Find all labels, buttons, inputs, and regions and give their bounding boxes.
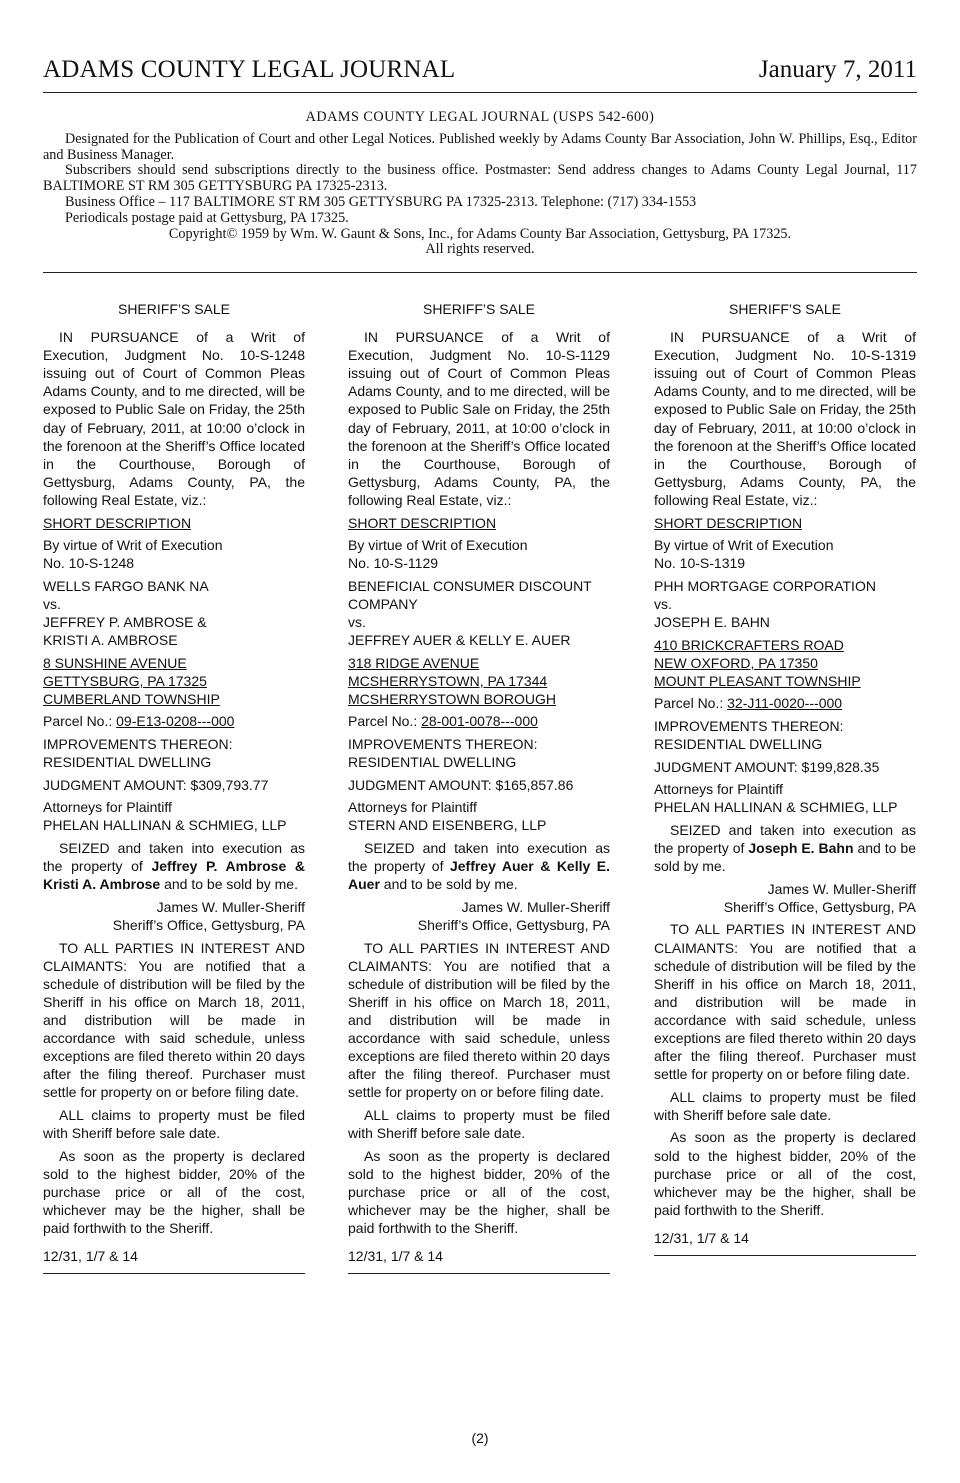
masthead-title: ADAMS COUNTY LEGAL JOURNAL (USPS 542-600) — [305, 109, 655, 125]
issue-date: January 7, 2011 — [758, 56, 917, 83]
defendant-name: Jeffrey Auer & Kelly E. Auer — [348, 858, 610, 893]
parcel-line — [43, 712, 305, 730]
parcel-number: 28-001-0078---000 — [421, 713, 538, 730]
sheriff-office: Sheriff’s Office, Gettysburg, PA — [112, 916, 305, 933]
seized-text: and to be sold by me. — [379, 876, 518, 893]
attorneys-label: Attorneys for Plaintiff — [43, 799, 172, 816]
parcel-line — [654, 694, 916, 712]
masthead — [43, 110, 917, 258]
sheriff-sale-notice — [348, 300, 610, 1274]
improvements-label: IMPROVEMENTS THEREON: — [43, 736, 233, 753]
parcel-label: Parcel No.: — [654, 695, 728, 712]
seized-statement — [654, 821, 916, 875]
sheriff-sale-notice — [654, 300, 916, 1256]
defendant-line: JEFFREY AUER & KELLY E. AUER — [348, 632, 571, 649]
versus: vs. — [654, 595, 672, 612]
masthead-subscribers: Subscribers should send subscriptions directly to the business office. Postmaster: Send address changes to Adams County Legal Journal, 117 BALTIMORE ST RM 305 GETTYSBURG PA 17325-2313. — [43, 162, 917, 195]
versus: vs. — [348, 614, 366, 630]
sheriff-sale-notice — [43, 300, 305, 1274]
property-address-line: 8 SUNSHINE AVENUE — [43, 654, 187, 671]
seized-text: and to be sold by me. — [654, 840, 916, 875]
attorneys-name: STERN AND EISENBERG, LLP — [348, 817, 547, 834]
plaintiff-line: BENEFICIAL CONSUMER DISCOUNT — [348, 577, 592, 594]
notice-heading: SHERIFF’S SALE — [728, 301, 842, 317]
attorneys-name: PHELAN HALLINAN & SCHMIEG, LLP — [43, 817, 287, 834]
notice-intro: IN PURSUANCE of a Writ of Execution, Judgment No. 10-S-1319 issuing out of Court of Common Pleas Adams County, and to me directed, will be exposed to Public Sale on Friday, the 25th day of February, 2011, at 10:00 o’clock in the forenoon at the Sheriff’s Office located in the Courthouse, Borough of Gettysburg, Adams County, PA, the following Real Estate, viz.: — [654, 329, 917, 508]
property-address-line: CUMBERLAND TOWNSHIP — [43, 690, 220, 707]
writ-line: By virtue of Writ of Execution — [654, 537, 834, 554]
claims-notice: ALL claims to property must be filed with Sheriff before sale date. — [654, 1088, 916, 1123]
writ-number: No. 10-S-1319 — [654, 555, 746, 572]
notice-intro: IN PURSUANCE of a Writ of Execution, Judgment No. 10-S-1248 issuing out of Court of Common Pleas Adams County, and to me directed, will be exposed to Public Sale on Friday, the 25th day of February, 2011, at 10:00 o’clock in the forenoon at the Sheriff’s Office located in the Courthouse, Borough of Gettysburg, Adams County, PA, the following Real Estate, viz.: — [43, 329, 306, 508]
notice-divider — [43, 1273, 305, 1274]
parcel-number: 32-J11-0020---000 — [727, 695, 843, 712]
plaintiff-line: WELLS FARGO BANK NA — [43, 577, 209, 594]
property-address-line: MCSHERRYSTOWN BOROUGH — [348, 690, 556, 707]
sheriff-name: James W. Muller-Sheriff — [461, 898, 610, 915]
writ-line: By virtue of Writ of Execution — [43, 537, 223, 554]
notice-divider — [348, 1273, 610, 1274]
property-address-line: NEW OXFORD, PA 17350 — [654, 654, 818, 671]
defendant-line: JOSEPH E. BAHN — [654, 614, 770, 630]
parties-notice: TO ALL PARTIES IN INTEREST AND CLAIMANTS: You are notified that a schedule of distribution will be filed by the Sheriff in his office on March 18, 2011, and distribution will be made in accordance with said schedule, unless exceptions are filed thereto within 20 days after the filing thereof. Purchaser must settle for property on or before filing date. — [348, 939, 610, 1101]
property-address-line: GETTYSBURG, PA 17325 — [43, 672, 207, 689]
run-dates: 12/31, 1/7 & 14 — [43, 1248, 138, 1264]
masthead-copyright: Copyright© 1959 by Wm. W. Gaunt & Sons, Inc., for Adams County Bar Association, Gettysburg, PA 17325. — [168, 225, 792, 242]
versus: vs. — [43, 595, 61, 612]
sheriff-office: Sheriff’s Office, Gettysburg, PA — [723, 898, 916, 915]
property-address-line: 318 RIDGE AVENUE — [348, 654, 480, 671]
property-address-line: 410 BRICKCRAFTERS ROAD — [654, 636, 844, 653]
masthead-divider — [43, 272, 917, 273]
parties-notice: TO ALL PARTIES IN INTEREST AND CLAIMANTS: You are notified that a schedule of distribution will be filed by the Sheriff in his office on March 18, 2011, and distribution will be made in accordance with said schedule, unless exceptions are filed thereto within 20 days after the filing thereof. Purchaser must settle for property on or before filing date. — [43, 939, 305, 1101]
page-header — [43, 54, 917, 93]
short-description-label: SHORT DESCRIPTION — [43, 514, 192, 531]
judgment-amount: JUDGMENT AMOUNT: $309,793.77 — [43, 776, 269, 793]
sheriff-name: James W. Muller-Sheriff — [767, 880, 916, 897]
claims-notice: ALL claims to property must be filed with Sheriff before sale date. — [43, 1106, 305, 1141]
defendant-line: JEFFREY P. AMBROSE & — [43, 614, 207, 630]
parcel-label: Parcel No.: — [348, 713, 422, 730]
defendant-name: Joseph E. Bahn — [748, 840, 854, 857]
masthead-designation: Designated for the Publication of Court and other Legal Notices. Published weekly by Adams County Bar Association, John W. Phillips, Esq., Editor and Business Manager. — [43, 130, 917, 163]
improvements-value: RESIDENTIAL DWELLING — [654, 736, 823, 753]
masthead-rights: All rights reserved. — [425, 241, 535, 258]
parcel-number: 09-E13-0208---000 — [116, 713, 235, 730]
payment-notice: As soon as the property is declared sold to the highest bidder, 20% of the purchase price or all of the cost, whichever may be the higher, shall be paid forthwith to the Sheriff. — [654, 1129, 916, 1218]
short-description-label: SHORT DESCRIPTION — [654, 514, 803, 531]
defendant-name: Jeffrey P. Ambrose & Kristi A. Ambrose — [43, 858, 305, 893]
payment-notice: As soon as the property is declared sold to the highest bidder, 20% of the purchase price or all of the cost, whichever may be the higher, shall be paid forthwith to the Sheriff. — [348, 1147, 610, 1236]
masthead-business-office: Business Office – 117 BALTIMORE ST RM 305 GETTYSBURG PA 17325-2313. Telephone: (717) 334-1553 — [65, 193, 697, 210]
masthead-periodicals: Periodicals postage paid at Gettysburg, PA 17325. — [65, 209, 349, 226]
property-address-line: MCSHERRYSTOWN, PA 17344 — [348, 672, 548, 689]
sheriff-office: Sheriff’s Office, Gettysburg, PA — [417, 916, 610, 933]
parcel-label: Parcel No.: — [43, 713, 117, 730]
run-dates: 12/31, 1/7 & 14 — [654, 1229, 749, 1246]
short-description-label: SHORT DESCRIPTION — [348, 514, 497, 531]
notice-intro: IN PURSUANCE of a Writ of Execution, Judgment No. 10-S-1129 issuing out of Court of Common Pleas Adams County, and to me directed, will be exposed to Public Sale on Friday, the 25th day of February, 2011, at 10:00 o’clock in the forenoon at the Sheriff’s Office located in the Courthouse, Borough of Gettysburg, Adams County, PA, the following Real Estate, viz.: — [348, 329, 611, 508]
parcel-line — [348, 712, 610, 730]
seized-statement — [43, 839, 305, 893]
run-dates: 12/31, 1/7 & 14 — [348, 1248, 443, 1264]
page-number: (2) — [471, 1430, 489, 1446]
parties-notice: TO ALL PARTIES IN INTEREST AND CLAIMANTS: You are notified that a schedule of distribution will be filed by the Sheriff in his office on March 18, 2011, and distribution will be made in accordance with said schedule, unless exceptions are filed thereto within 20 days after the filing thereof. Purchaser must settle for property on or before filing date. — [654, 921, 916, 1083]
seized-text: and to be sold by me. — [160, 876, 298, 893]
attorneys-label: Attorneys for Plaintiff — [348, 799, 477, 816]
plaintiff-line: PHH MORTGAGE CORPORATION — [654, 577, 876, 594]
defendant-line: KRISTI A. AMBROSE — [43, 632, 178, 649]
seized-text: SEIZED and taken into execution as the property of — [654, 821, 916, 857]
attorneys-name: PHELAN HALLINAN & SCHMIEG, LLP — [654, 799, 898, 816]
notice-divider — [654, 1255, 916, 1256]
improvements-label: IMPROVEMENTS THEREON: — [348, 736, 538, 753]
judgment-amount: JUDGMENT AMOUNT: $165,857.86 — [348, 776, 574, 793]
plaintiff-line: COMPANY — [348, 595, 418, 612]
judgment-amount: JUDGMENT AMOUNT: $199,828.35 — [654, 758, 880, 775]
journal-title: ADAMS COUNTY LEGAL JOURNAL — [43, 56, 456, 83]
claims-notice: ALL claims to property must be filed with Sheriff before sale date. — [348, 1106, 610, 1141]
improvements-value: RESIDENTIAL DWELLING — [43, 754, 212, 771]
notice-heading: SHERIFF’S SALE — [117, 301, 231, 317]
improvements-value: RESIDENTIAL DWELLING — [348, 754, 517, 771]
seized-statement — [348, 839, 610, 893]
writ-number: No. 10-S-1248 — [43, 555, 135, 572]
writ-number: No. 10-S-1129 — [348, 555, 439, 572]
payment-notice: As soon as the property is declared sold to the highest bidder, 20% of the purchase price or all of the cost, whichever may be the higher, shall be paid forthwith to the Sheriff. — [43, 1147, 305, 1236]
writ-line: By virtue of Writ of Execution — [348, 537, 528, 554]
improvements-label: IMPROVEMENTS THEREON: — [654, 717, 844, 734]
attorneys-label: Attorneys for Plaintiff — [654, 781, 783, 798]
seized-text: SEIZED and taken into execution as the property of — [348, 840, 610, 875]
sheriff-name: James W. Muller-Sheriff — [156, 898, 305, 915]
notice-heading: SHERIFF’S SALE — [422, 301, 536, 317]
seized-text: SEIZED and taken into execution as the property of — [43, 840, 305, 875]
property-address-line: MOUNT PLEASANT TOWNSHIP — [654, 672, 861, 689]
